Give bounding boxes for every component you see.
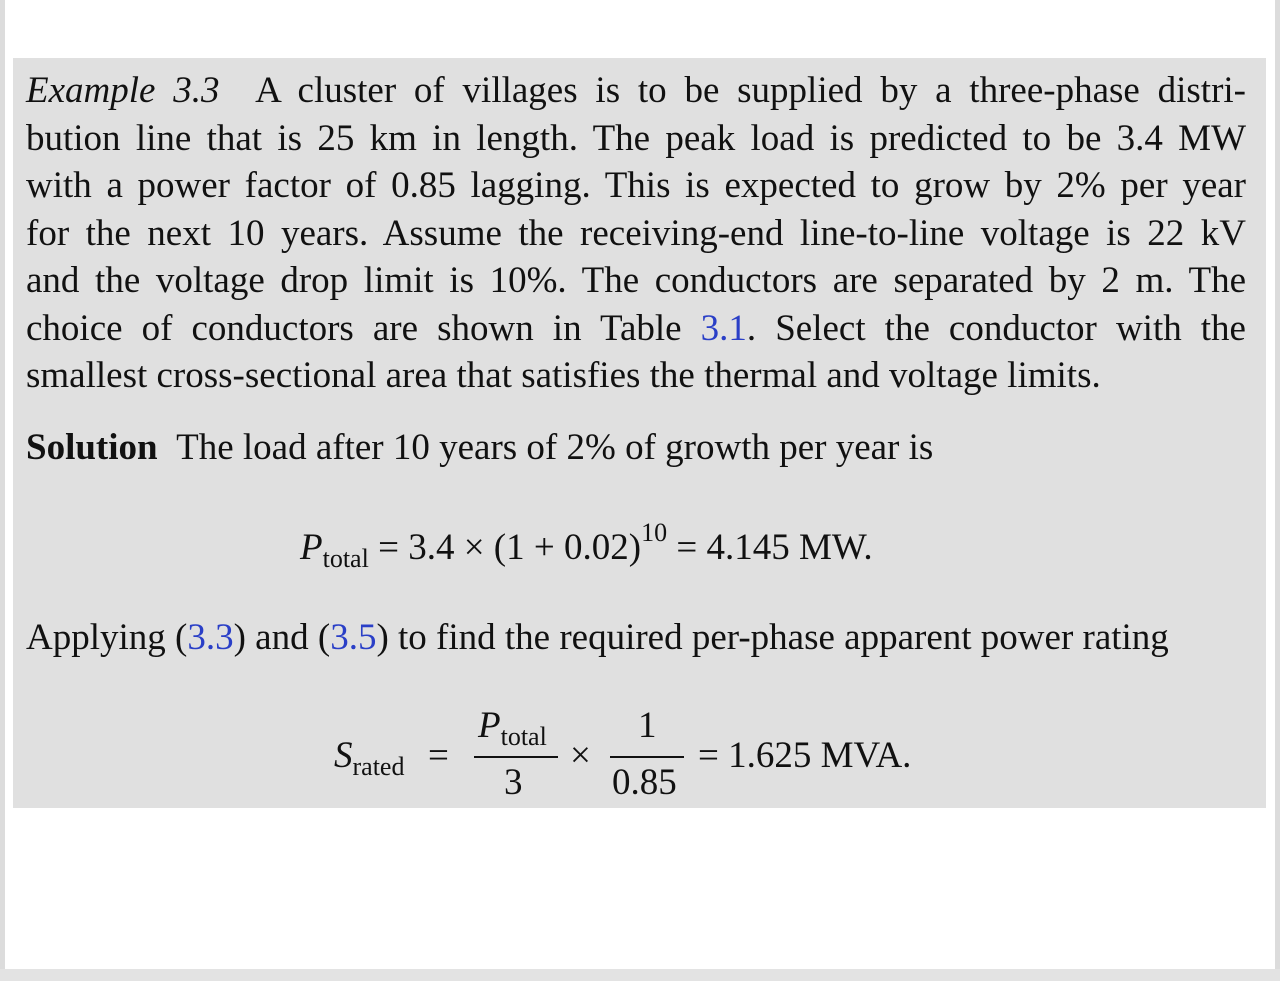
example-line-5: and the voltage drop limit is 10%. The conductors are separated by 2 m. The <box>26 260 1246 301</box>
example-line-3: with a power factor of 0.85 lagging. This is expected to grow by 2% per year <box>26 165 1246 206</box>
example-line-1: Example 3.3 A cluster of villages is to be supplied by a three-phase distri- <box>26 70 1246 111</box>
eq2-frac1-numerator: $P_{total}$ <box>478 705 547 751</box>
eq2-equals: = <box>428 735 449 776</box>
solution-text: The load after 10 years of 2% of growth per year is <box>176 427 934 468</box>
example-paragraph <box>26 67 1246 400</box>
example-line-7: smallest cross-sectional area that satisfies the thermal and voltage limits. <box>26 355 1101 396</box>
applying-paragraph: Applying (3.3) and (3.5) to find the required per-phase apparent power rating <box>26 617 1169 658</box>
equation-apparent-power <box>334 704 954 804</box>
eq1-lhs-subscript: total <box>322 544 369 573</box>
left-edge-strip <box>0 0 5 981</box>
eq1-exponent: 10 <box>641 518 668 547</box>
example-line-4: for the next 10 years. Assume the receiving-end line-to-line voltage is 22 kV <box>26 212 1246 254</box>
eq2-frac2-bar <box>610 756 684 758</box>
eq1-rhs: = 3.4 × (1 + 0.02) <box>378 527 642 568</box>
bottom-edge-strip <box>0 969 1280 981</box>
eq2-times: × <box>570 735 591 776</box>
eq2-lhs: $S_{rated}$ <box>334 735 405 781</box>
eq-3-3-link[interactable]: 3.3 <box>187 617 234 658</box>
eq-3-5-link[interactable]: 3.5 <box>330 617 377 658</box>
eq2-frac1-denominator: 3 <box>504 762 523 803</box>
table-3-1-link[interactable]: 3.1 <box>700 307 747 349</box>
example-line-6: choice of conductors are shown in Table 3.1. Select the conductor with the <box>26 307 1246 349</box>
eq1-lhs-symbol: P <box>300 527 323 568</box>
eq2-result: = 1.625 MVA. <box>698 735 912 776</box>
right-edge-strip <box>1275 0 1280 981</box>
eq2-frac2-numerator: 1 <box>638 705 657 746</box>
eq2-frac2-denominator: 0.85 <box>612 762 677 803</box>
solution-paragraph <box>26 424 1246 472</box>
equation-load-growth <box>300 518 873 574</box>
eq2-frac1-bar <box>474 756 558 758</box>
eq1-result: = 4.145 MW. <box>676 527 873 568</box>
example-line-2: bution line that is 25 km in length. The peak load is predicted to be 3.4 MW <box>26 117 1246 159</box>
example-label: Example 3.3 <box>26 70 220 111</box>
solution-label: Solution <box>26 427 158 468</box>
